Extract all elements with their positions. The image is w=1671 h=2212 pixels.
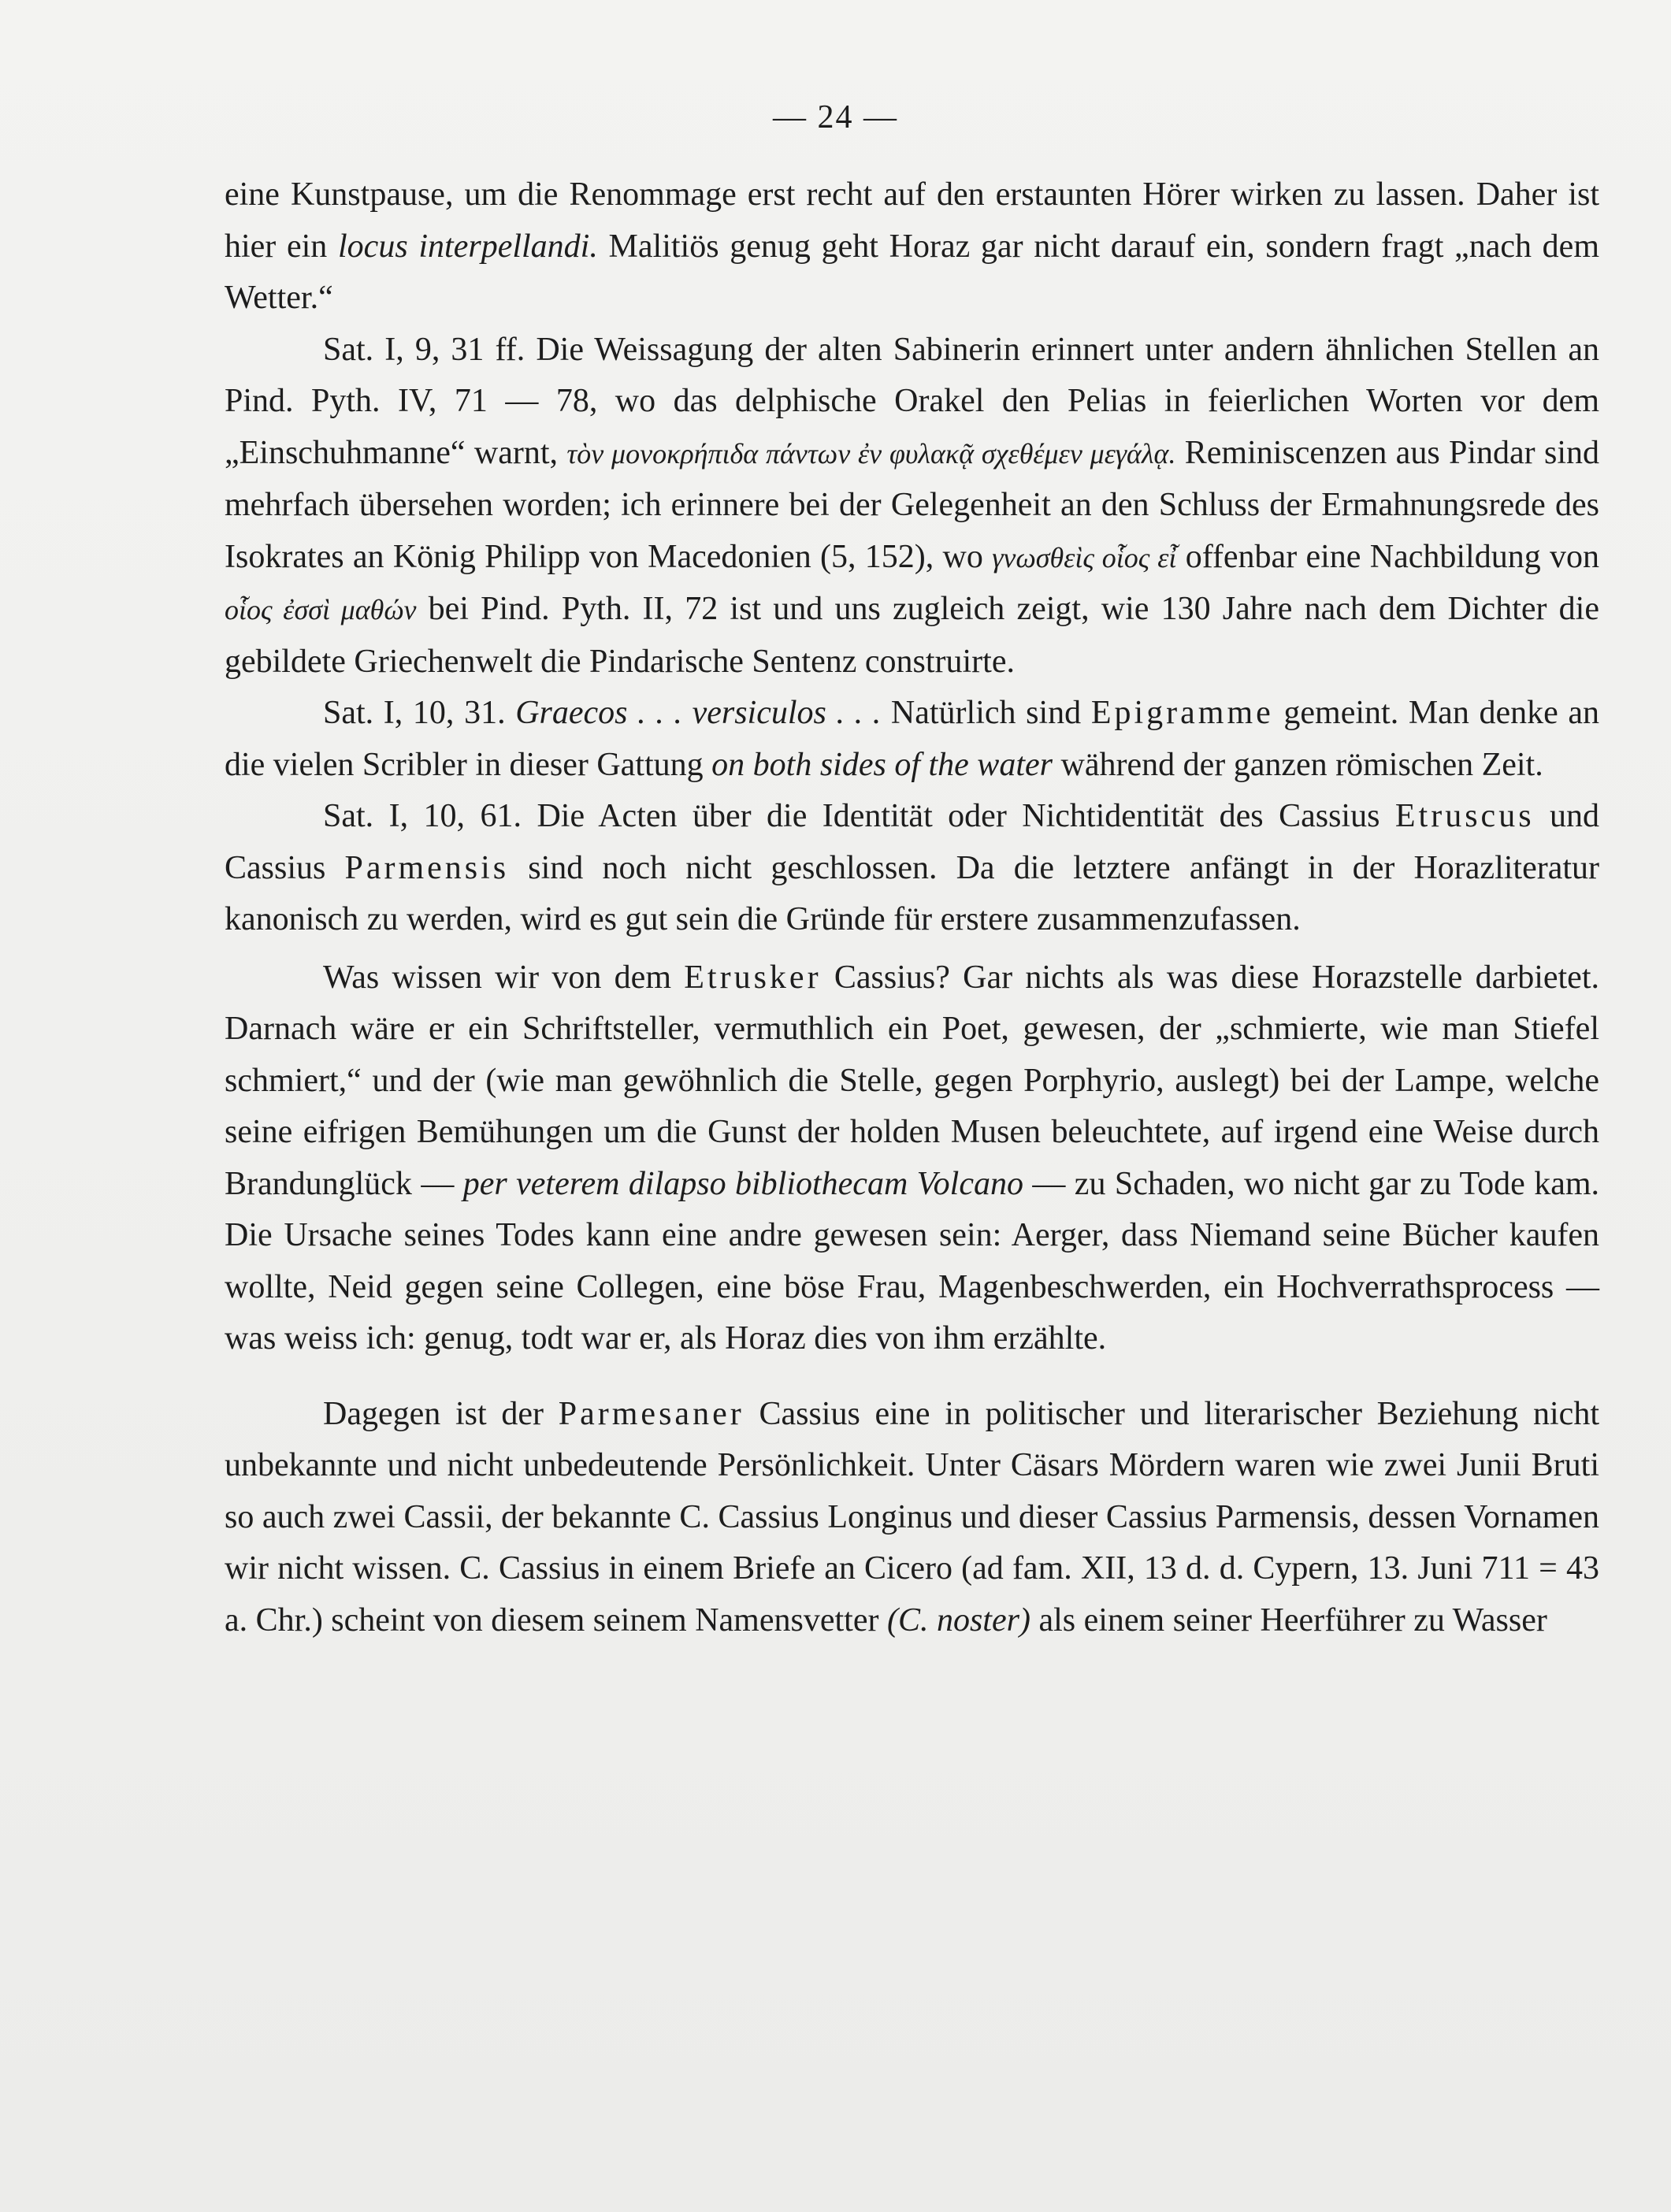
text-run: während der ganzen römischen Zeit. (1052, 746, 1543, 783)
spaced-emphasis: Parmesaner (558, 1395, 745, 1432)
text-run: Sat. I, 10, 61. Die Acten über die Identität oder Nichtidentität des Cassius (323, 798, 1395, 834)
paragraph-4 (225, 791, 1599, 946)
text-run: — zu Schaden, wo nicht gar zu Tode kam. Die Ursache seines Todes kann eine andre gewesen sein: Aerger, dass Niemand seine Bücher kaufen wollte, Neid gegen seine Collegen, eine böse Frau, Magenbeschwerden, ein Hochverrathsprocess — was weiss ich: genug, todt war er, als Horaz dies von ihm erzählte. (225, 1165, 1600, 1357)
text-run: Was wissen wir von dem (323, 959, 685, 996)
text-run: Sat. I, 9, 31 ff. Die Weissagung der alten Sabinerin erinnert unter andern ähnlichen Stellen an Pind. Pyth. IV, 71 — 78, wo das delphische Orakel den Pelias in feierlichen Worten vor dem „Einschuhmanne“ warnt, (225, 331, 1599, 471)
text-run: Sat. I, 10, 31. (323, 695, 516, 731)
paragraph-5 (225, 952, 1599, 1365)
text-run: bei Pind. Pyth. II, 72 ist und uns zugleich zeigt, wie 130 Jahre nach dem Dichter die gebildete Griechenwelt die Pindarische Sentenz construirte. (225, 591, 1599, 680)
italic-run: (C. noster) (886, 1601, 1030, 1639)
text-run: als einem seiner Heerführer zu Wasser (1030, 1601, 1547, 1639)
text-run: und Cassius (225, 798, 1599, 886)
text-run: Cassius eine in politischer und literarischer Beziehung nicht unbekannte und nicht unbedeutende Persönlichkeit. Unter Cäsars Mördern waren wie zwei Junii Bruti so auch zwei Cassii, der bekannte C. Cassius Longinus und dieser Cassius Parmensis, dessen Vornamen wir nicht wissen. C. Cassius in einem Briefe an Cicero (ad fam. XII, 13 d. d. Cypern, 13. Juni 711 = 43 a. Chr.) scheint von diesem seinem Namensvetter (225, 1395, 1599, 1639)
text-run: gemeint. Man denke an die vielen Scribler in dieser Gattung (225, 695, 1600, 783)
paragraph-1 (225, 169, 1599, 325)
text-run: Reminiscenzen aus Pindar sind mehrfach übersehen worden; ich erinnere bei der Gelegenheit an den Schluss der Ermahnungsrede des Isokrates an König Philipp von Macedonien (5, 152), wo (225, 434, 1599, 575)
italic-run: on both sides of the water (711, 746, 1053, 783)
text-run: offenbar eine Nachbildung von (1176, 538, 1599, 575)
paragraph-2 (225, 325, 1599, 688)
text-run: Dagegen ist der (323, 1395, 559, 1432)
greek-quote: τὸν μονοκρήπιδα πάντων ἐν φυλακᾷ σχεθέμεν μεγάλᾳ. (566, 437, 1176, 469)
spaced-emphasis: Parmensis (344, 849, 510, 886)
greek-quote: οἷος ἐσσὶ μαθών (225, 594, 417, 625)
spaced-emphasis: Etrusker (684, 959, 822, 996)
italic-run: per veterem dilapso bibliothecam Volcano (462, 1165, 1023, 1202)
spaced-emphasis: Epigramme (1090, 695, 1274, 731)
paragraph-6 (225, 1389, 1599, 1647)
paragraph-3 (225, 688, 1599, 791)
text-run: Cassius? Gar nichts als was diese Horazstelle darbietet. Darnach wäre er ein Schriftsteller, vermuthlich ein Poet, gewesen, der „schmierte, wie man Stiefel schmiert,“ und der (wie man gewöhnlich die Stelle, gegen Porphyrio, auslegt) bei der Lampe, welche seine eifrigen Bemühungen um die Gunst der holden Musen beleuchtete, auf irgend eine Weise durch Brandunglück — (225, 959, 1599, 1202)
text-run: eine Kunstpause, um die Renommage erst recht auf den erstaunten Hörer wirken zu lassen. Daher ist hier ein (225, 176, 1599, 265)
text-run: Malitiös genug geht Horaz gar nicht darauf ein, sondern fragt „nach dem Wetter.“ (225, 228, 1599, 316)
body-text (225, 169, 1599, 1646)
spaced-emphasis: Etruscus (1394, 798, 1535, 834)
text-run: Natürlich sind (881, 695, 1091, 731)
italic-run: locus interpellandi. (338, 228, 598, 265)
page-number: — 24 — (773, 99, 898, 135)
greek-quote: γνωσθεὶς οἷος εἶ (992, 541, 1177, 573)
text-run: sind noch nicht geschlossen. Da die letztere anfängt in der Horazliteratur kanonisch zu werden, wird es gut sein die Gründe für erstere zusammenzufassen. (225, 849, 1600, 937)
italic-run: Graecos . . . versiculos . . . (515, 695, 882, 731)
